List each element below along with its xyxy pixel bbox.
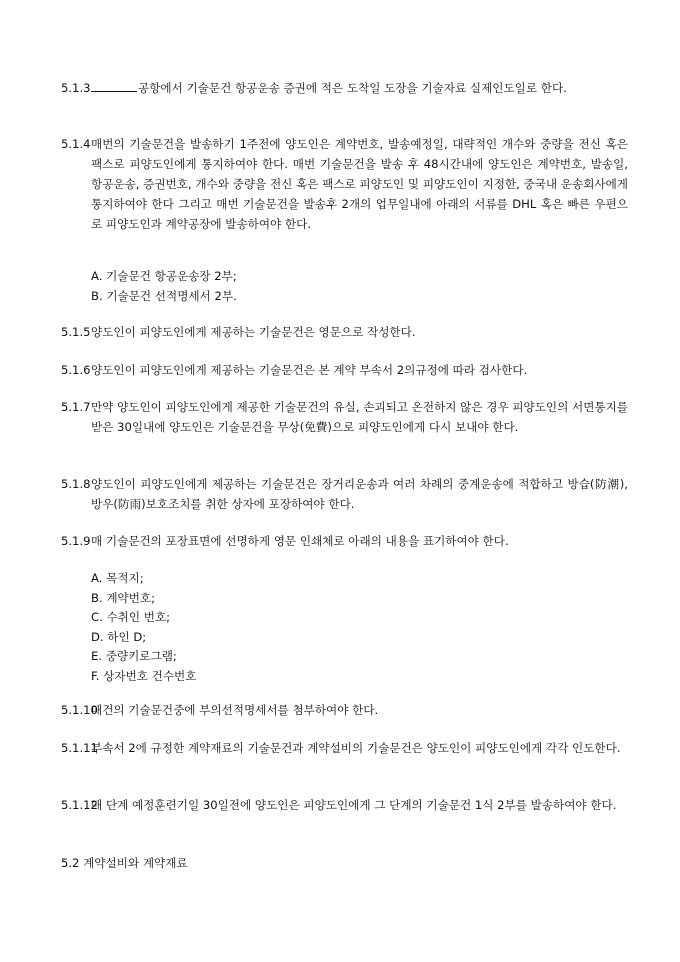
- clause-5-1-10: [61, 700, 628, 720]
- clause-5-1-12: [61, 795, 628, 815]
- clause-number: 5.1.12: [61, 798, 98, 812]
- blank-line: [91, 79, 137, 92]
- clause-number: 5.1.6: [61, 363, 91, 377]
- clause-number: 5.1.3: [61, 81, 91, 95]
- clause-number: 5.1.10: [61, 703, 98, 717]
- clause-text: 매 단계 예정훈련기일 30일전에 양도인은 피양도인에게 그 단계의 기술문건 1식 2부를 발송하여야 한다.: [91, 798, 617, 812]
- clause-text: 매 기술문건의 포장표면에 선명하게 영문 인쇄체로 아래의 내용을 표기하여야 한다.: [91, 534, 509, 548]
- list-item: C. 수취인 번호;: [91, 610, 171, 624]
- list-5-1-9: [91, 568, 196, 685]
- clause-number: 5.1.4: [61, 137, 91, 151]
- clause-text: 공항에서 기술문건 항공운송 증권에 적은 도착일 도장을 기술자료 실제인도일로 한다.: [138, 81, 567, 95]
- clause-5-1-4: [61, 134, 628, 234]
- list-item: A. 목적지;: [91, 571, 144, 585]
- clause-text: 매건의 기술문건중에 부의선적명세서를 첨부하여야 한다.: [91, 703, 379, 717]
- clause-5-1-7: [61, 397, 628, 437]
- clause-5-1-3: [61, 78, 628, 98]
- section-number: 5.2: [61, 856, 80, 870]
- list-item: E. 중량키로그램;: [91, 649, 177, 663]
- clause-number: 5.1.7: [61, 400, 91, 414]
- clause-text: 매번의 기술문건을 발송하기 1주전에 양도인은 계약번호, 발송예정일, 대략적인 개수와 중량을 전신 혹은 팩스로 피양도인에게 통지하여야 한다. 매번 기술문건을 발송 후 48시간내에 양도인은 계약번호, 발송일, 항공운송, 증권번호, 개수와 중량을 전신 혹은 팩스로 피양도인 및 피양도인이 지정한, 중국내 운송회사에게 통지하여야 한다 그리고 매번 기술문건을 발송후 2개의 업무일내에 아래의 서류를 DHL 혹은 빠른 우편으로 피양도인과 계약공장에 발송하여야 한다.: [91, 137, 628, 231]
- clause-text: 양도인이 피양도인에게 제공하는 기술문건은 본 계약 부속서 2의규정에 따라 검사한다.: [91, 363, 528, 377]
- clause-5-1-6: [61, 360, 628, 380]
- clause-5-1-11: [61, 738, 628, 758]
- clause-5-1-5: [61, 322, 628, 342]
- list-item: A. 기술문건 항공운송장 2부;: [91, 269, 237, 283]
- clause-text: 양도인이 피양도인에게 제공하는 기술문건은 장거리운송과 여러 차례의 중계운송에 적합하고 방습(防潮), 방우(防雨)보호조치를 취한 상자에 포장하여야 한다.: [91, 477, 628, 511]
- list-item: B. 계약번호;: [91, 590, 156, 605]
- list-item: D. 하인 D;: [91, 629, 147, 644]
- section-title: 계약설비와 계약재료: [83, 856, 188, 870]
- clause-number: 5.1.8: [61, 477, 91, 491]
- clause-text: 만약 양도인이 피양도인에게 제공한 기술문건의 유실, 손괴되고 온전하지 않은 경우 피양도인의 서면통지를 받은 30일내에 양도인은 기술문건을 무상(免費)으로 피양도인에게 다시 보내야 한다.: [91, 400, 629, 434]
- clause-number: 5.1.5: [61, 325, 91, 339]
- clause-5-1-9: [61, 531, 628, 551]
- clause-5-1-8: [61, 474, 628, 514]
- clause-number: 5.1.11: [61, 741, 98, 755]
- clause-number: 5.1.9: [61, 534, 91, 548]
- clause-text: 부속서 2에 규정한 계약재료의 기술문건과 계약설비의 기술문건은 양도인이 피양도인에게 각각 인도한다.: [91, 741, 621, 755]
- section-5-2: [61, 853, 628, 873]
- list-item: F. 상자번호 건수번호: [91, 668, 197, 683]
- clause-text: 양도인이 피양도인에게 제공하는 기술문건은 영문으로 작성한다.: [91, 325, 416, 339]
- list-5-1-4: [91, 266, 237, 305]
- list-item: B. 기술문건 선적명세서 2부.: [91, 288, 237, 303]
